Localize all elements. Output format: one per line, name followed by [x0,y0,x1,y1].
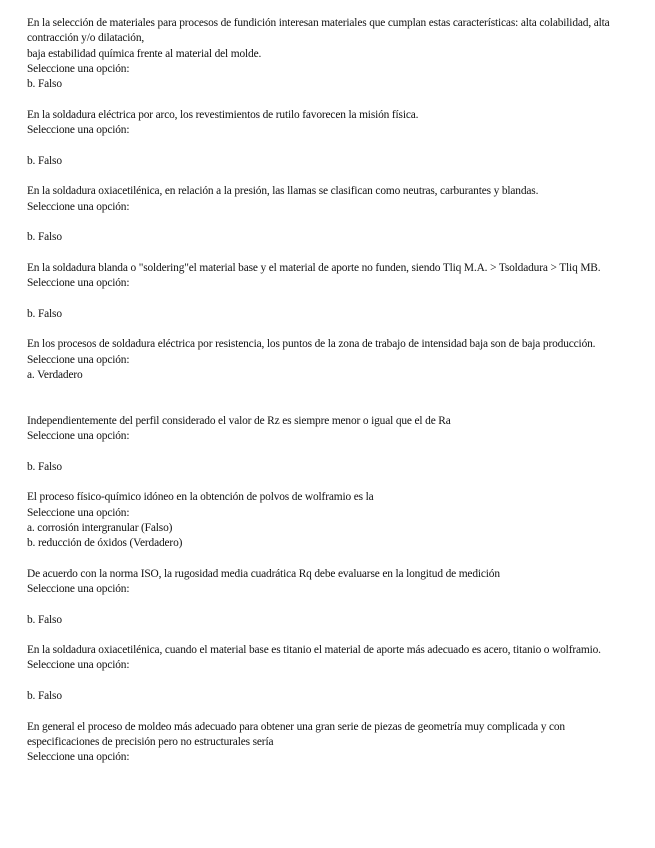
blank-line [27,674,635,689]
question-block [27,337,635,383]
question-separator [27,628,635,643]
question-text: En la soldadura oxiacetilénica, cuando el material base es titanio el material de aporte más adecuado es acero, titanio o wolframio. [27,644,601,657]
question-text: En los procesos de soldadura eléctrica por resistencia, los puntos de la zona de trabajo de intensidad baja son de baja producción. [27,338,596,351]
question-block [27,567,635,628]
select-option-prompt: Seleccione una opción: [27,582,130,595]
select-option-prompt: Seleccione una opción: [27,124,130,137]
answer-option: b. reducción de óxidos (Verdadero) [27,537,183,550]
answer-option: a. Verdadero [27,368,83,381]
answer-option: a. corrosión intergranular (Falso) [27,521,173,534]
answer-option: b. Falso [27,460,62,473]
question-text: En la soldadura oxiacetilénica, en relación a la presión, las llamas se clasifican como neutras, carburantes y blandas. [27,185,539,198]
blank-line [27,597,635,612]
question-separator [27,245,635,260]
select-option-prompt: Seleccione una opción: [27,353,130,366]
question-text: En la soldadura blanda o "soldering"el material base y el material de aporte no funden, siendo Tliq M.A. > Tsoldadura > Tliq MB. [27,261,601,274]
select-option-prompt: Seleccione una opción: [27,506,130,519]
question-block [27,490,635,551]
question-text: En la selección de materiales para procesos de fundición interesan materiales que cumplan estas características: alta colabilidad, alta contracción y/o dilatación, [27,17,610,45]
question-text: En general el proceso de moldeo más adecuado para obtener una gran serie de piezas de geometría muy complicada y con especificaciones de precisión pero no estructurales sería [27,720,565,748]
select-option-prompt: Seleccione una opción: [27,430,130,443]
question-block [27,414,635,475]
answer-option: b. Falso [27,613,62,626]
select-option-prompt: Seleccione una opción: [27,659,130,672]
question-list [27,16,635,766]
select-option-prompt: Seleccione una opción: [27,277,130,290]
question-separator [27,551,635,566]
blank-line [27,444,635,459]
question-separator [27,704,635,719]
question-block [27,184,635,245]
question-block [27,16,635,92]
question-text: De acuerdo con la norma ISO, la rugosidad media cuadrática Rq debe evaluarse en la longitud de medición [27,567,500,580]
question-text: El proceso físico-químico idóneo en la obtención de polvos de wolframio es la [27,491,374,504]
question-block [27,261,635,322]
answer-option: b. Falso [27,690,62,703]
select-option-prompt: Seleccione una opción: [27,751,130,764]
answer-option: b. Falso [27,78,62,91]
answer-option: b. Falso [27,307,62,320]
question-block [27,108,635,169]
question-separator [27,475,635,490]
answer-option: b. Falso [27,154,62,167]
answer-option: baja estabilidad química frente al material del molde. [27,47,262,60]
answer-option: b. Falso [27,231,62,244]
question-separator [27,169,635,184]
blank-line [27,215,635,230]
question-block [27,643,635,704]
question-separator [27,383,635,414]
blank-line [27,291,635,306]
select-option-prompt: Seleccione una opción: [27,200,130,213]
question-separator [27,322,635,337]
question-separator [27,92,635,107]
question-text: En la soldadura eléctrica por arco, los revestimientos de rutilo favorecen la misión física. [27,108,419,121]
blank-line [27,138,635,153]
question-text: Independientemente del perfil considerado el valor de Rz es siempre menor o igual que el de Ra [27,414,451,427]
question-block [27,720,635,766]
select-option-prompt: Seleccione una opción: [27,62,130,75]
